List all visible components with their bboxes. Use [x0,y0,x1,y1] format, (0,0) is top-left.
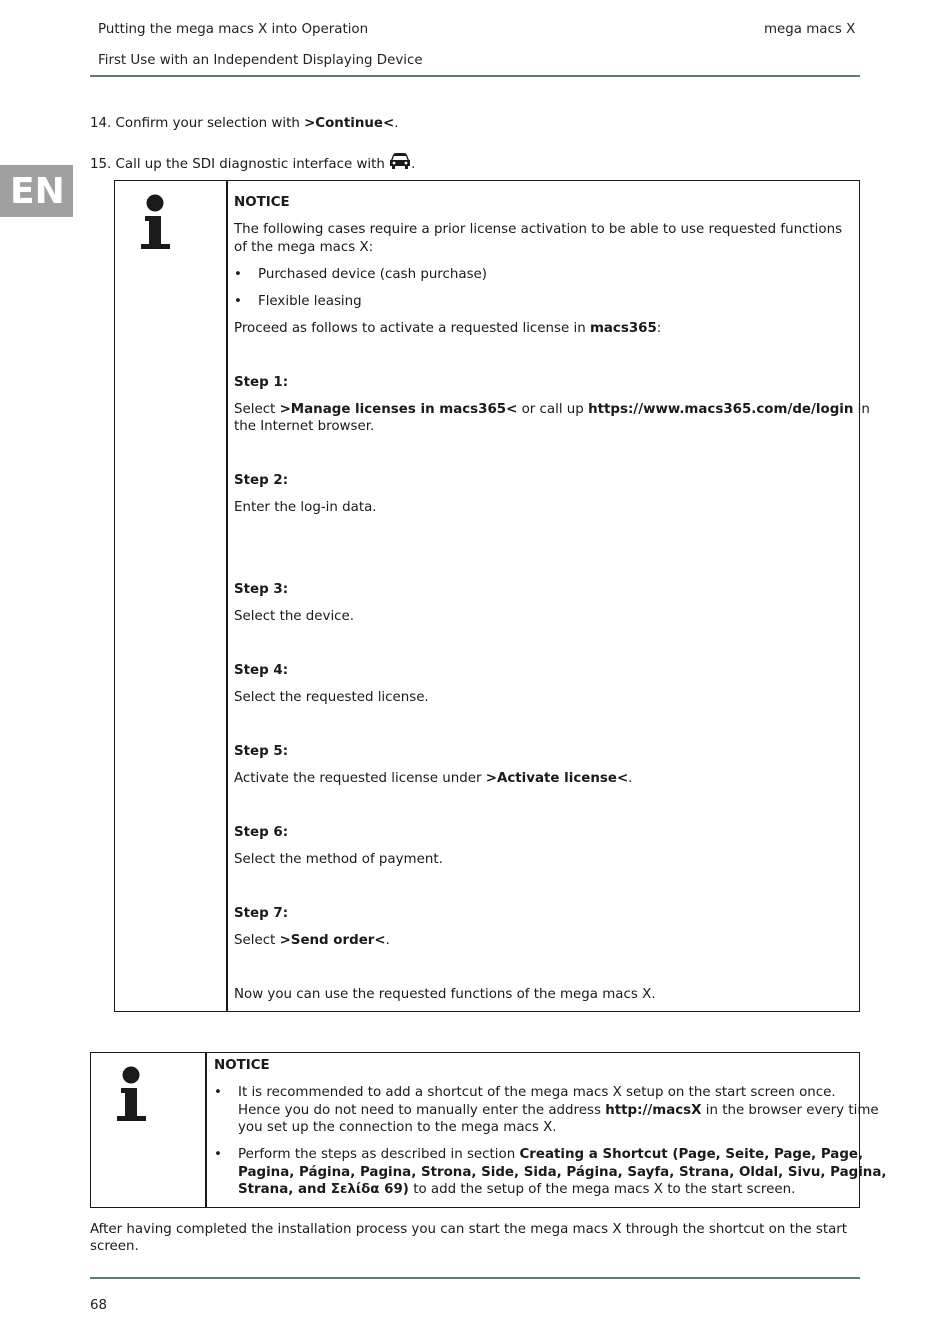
bullet-2-line3-suffix: to add the setup of the mega macs X to the start screen. [408,1182,796,1197]
macsx-address: http://macsX [605,1103,702,1118]
bullet-1-line1: It is recommended to add a shortcut of the mega macs X setup on the start screen once. [238,1085,836,1100]
step-6-text: Select the method of payment. [234,852,443,867]
step-2-text: Enter the log-in data. [234,500,377,515]
proceed-text [234,320,661,338]
shortcut-section-ref[interactable]: Creating a Shortcut (Page, Seite, Page, Page, [519,1147,864,1162]
notice-divider [205,1053,207,1207]
step-3-text: Select the device. [234,609,355,624]
macs365-label: macs365 [589,321,657,336]
notice-intro: The following cases require a prior license activation to be able to use requested functions of the mega macs X: [234,222,843,255]
bullet-item: Flexible leasing [258,294,362,309]
proceed-suffix: : [656,321,662,336]
step-7-p2: . [385,933,390,948]
step-title: Step 5: [234,744,289,759]
step-15 [90,152,415,174]
step-14-suffix: . [394,116,399,131]
bullet-2-line3 [238,1181,795,1199]
header-section-title: Putting the mega macs X into Operation [98,22,369,37]
proceed-prefix: Proceed as follows to activate a requested license in [234,321,590,336]
step-1-p1: Select [234,402,280,417]
step-15-suffix: . [411,157,416,172]
notice-box-license [114,180,860,1012]
footer-rule [90,1277,860,1279]
bullet-dot: • [214,1147,222,1162]
step-title: Step 3: [234,582,289,597]
notice-closing: Now you can use the requested functions of the mega macs X. [234,987,656,1002]
page-number: 68 [90,1298,108,1313]
bullet-dot: • [234,267,242,282]
activate-license-label: >Activate license< [485,771,629,786]
bullet-2-line2 [238,1164,886,1182]
info-icon [115,1065,149,1127]
notice-divider [226,181,228,1011]
step-title: Step 4: [234,663,289,678]
notice-title: NOTICE [214,1058,270,1073]
step-7-p1: Select [234,933,280,948]
step-title: Step 1: [234,375,289,390]
step-title: Step 2: [234,473,289,488]
header-product-name: mega macs X [764,22,856,37]
step-5-p1: Activate the requested license under [234,771,486,786]
header-rule [90,75,860,77]
bullet-1-line2-suffix: in the browser every time [701,1103,879,1118]
shortcut-section-ref[interactable]: Strana, and Σελίδα 69) [238,1182,409,1197]
notice-title: NOTICE [234,195,290,210]
login-url-link[interactable]: https://www.macs365.com/de/login [588,402,854,417]
step-14-text: 14. Confirm your selection with [90,116,305,131]
after-text-line1: After having completed the installation process you can start the mega macs X through the shortcut on the start [90,1222,848,1237]
bullet-2-line1 [238,1146,863,1164]
car-icon [389,152,411,170]
step-title: Step 7: [234,906,289,921]
step-1-p3: in [853,402,870,417]
bullet-item: Purchased device (cash purchase) [258,267,488,282]
continue-label: >Continue< [304,116,395,131]
step-1-line2: the Internet browser. [234,419,375,434]
bullet-dot: • [214,1085,222,1100]
info-icon [139,193,173,255]
bullet-dot: • [234,294,242,309]
step-15-text: 15. Call up the SDI diagnostic interface with [90,157,390,172]
bullet-1-line2 [238,1102,879,1120]
step-title: Step 6: [234,825,289,840]
manage-licenses-label: >Manage licenses in macs365< [279,402,518,417]
bullet-1-line2-prefix: Hence you do not need to manually enter the address [238,1103,606,1118]
bullet-2-line1-prefix: Perform the steps as described in section [238,1147,520,1162]
after-text-line2: screen. [90,1239,139,1254]
send-order-label: >Send order< [279,933,386,948]
bullet-1-line3: you set up the connection to the mega macs X. [238,1120,557,1135]
step-1-text [234,401,870,419]
step-5-p2: . [628,771,633,786]
language-tab: EN [0,165,73,217]
header-subsection-title: First Use with an Independent Displaying Device [98,53,423,68]
step-7-text [234,932,390,950]
shortcut-section-ref[interactable]: Pagina, Página, Pagina, Strona, Side, Sida, Página, Sayfa, Strana, Oldal, Sivu, Pagina, [238,1165,887,1180]
step-14 [90,115,398,133]
step-5-text [234,770,632,788]
step-4-text: Select the requested license. [234,690,429,705]
step-1-p2: or call up [517,402,589,417]
